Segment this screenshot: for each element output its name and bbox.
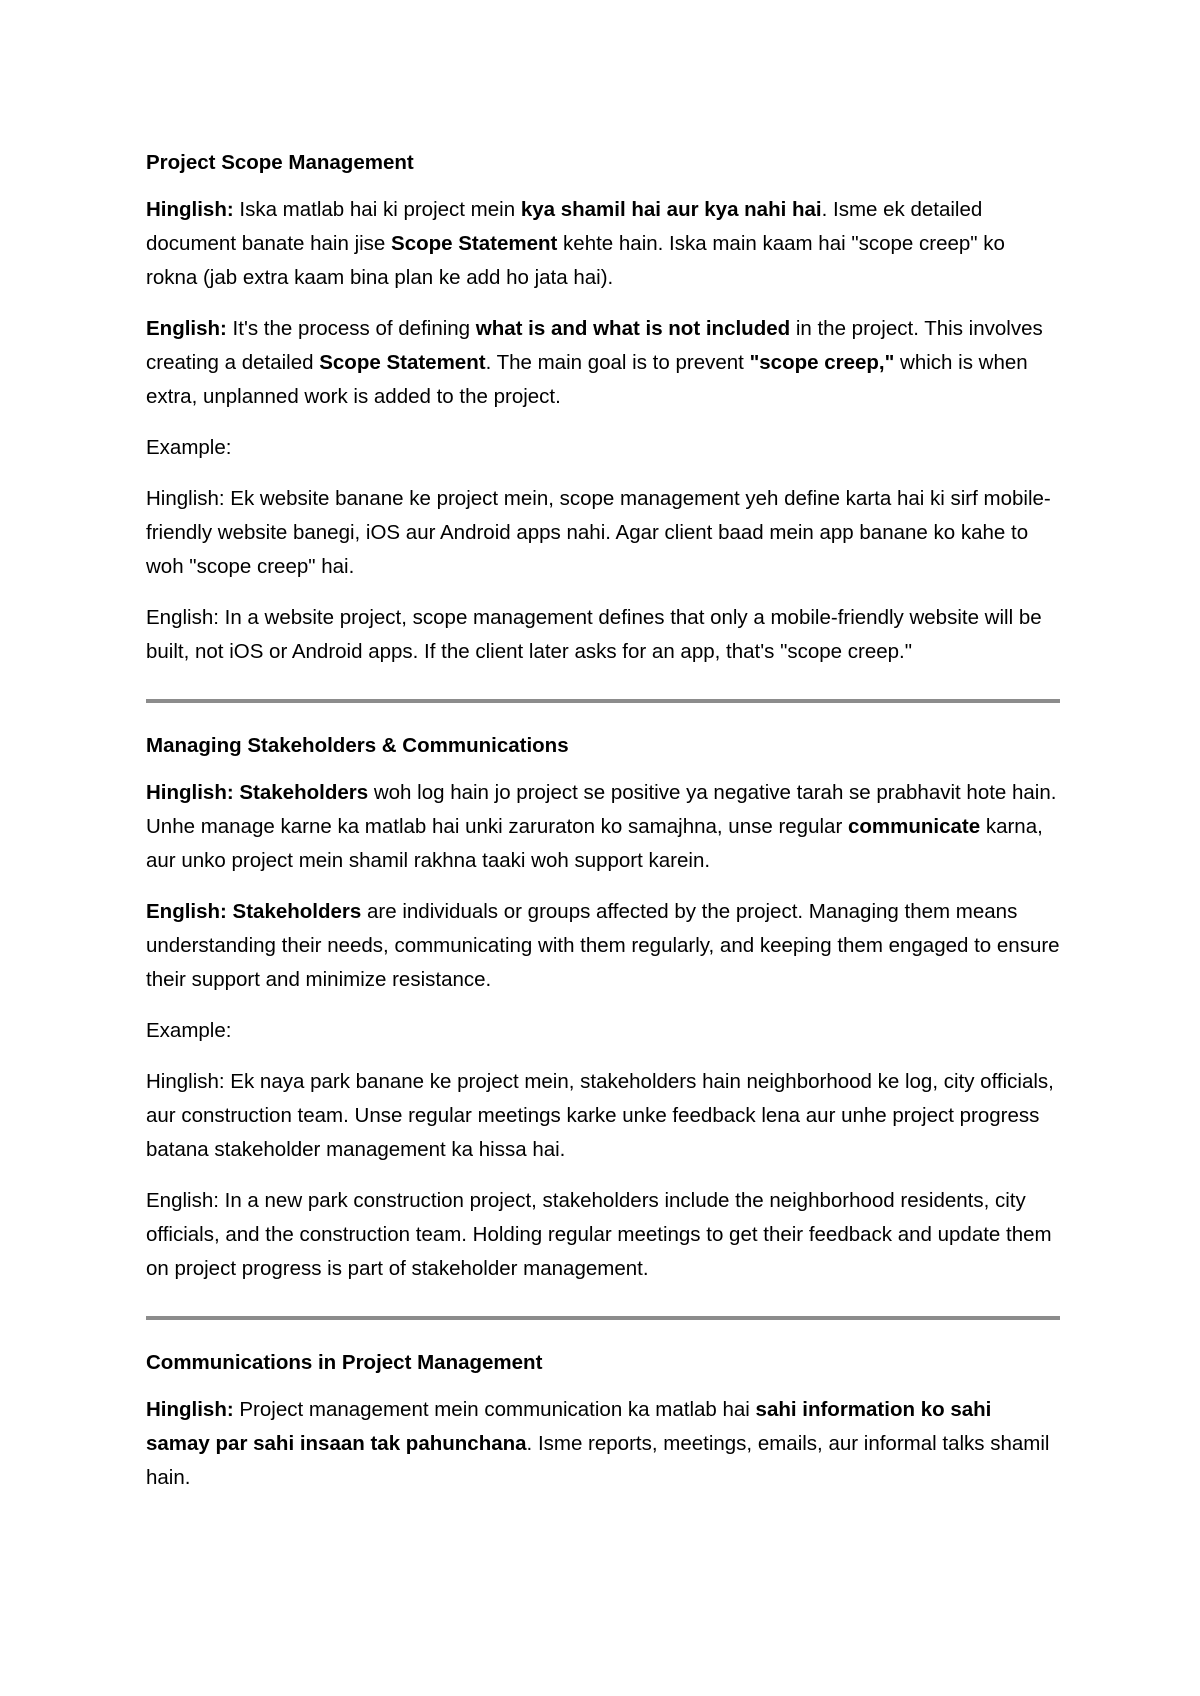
text-run: . Isme reports, meetings, emails, aur informal talks shamil hain.: [146, 1432, 1050, 1489]
example-hinglish: Hinglish: Ek website banane ke project mein, scope management yeh define karta hai ki sirf mobile-friendly website banegi, iOS aur Android apps nahi. Agar client baad mein app banane ko kahe to woh "scope creep" hai.: [146, 487, 1051, 578]
text-run: It's the process of defining: [226, 317, 476, 340]
english-label: English:: [146, 317, 227, 340]
hinglish-paragraph: [146, 193, 1060, 295]
text-run: are individuals or groups affected by the project. Managing them means understanding their needs, communicating with them regularly, and keeping them engaged to ensure their support and minimize resistance.: [146, 900, 1060, 991]
english-paragraph: [146, 312, 1060, 414]
hinglish-label: Hinglish:: [146, 1398, 234, 1421]
text-run: which is when extra, unplanned work is added to the project.: [146, 351, 1028, 408]
text-run: kehte hain. Iska main kaam hai "scope creep" ko rokna (jab extra kaam bina plan ke add ho jata hai).: [146, 232, 1005, 289]
text-run: karna, aur unko project mein shamil rakhna taaki woh support karein.: [146, 815, 1043, 872]
section-title: Communications in Project Management: [146, 1351, 543, 1374]
text-run: woh log hain jo project se positive ya negative tarah se prabhavit hote hain. Unhe manage karne ka matlab hai unki zaruraton ko samajhna, unse regular: [146, 781, 1057, 838]
english-paragraph: [146, 895, 1060, 997]
section-title: Managing Stakeholders & Communications: [146, 734, 569, 757]
bold-run: Stakeholders: [226, 900, 362, 923]
bold-run: Stakeholders: [233, 781, 369, 804]
bold-run: Scope Statement: [319, 351, 486, 374]
hinglish-paragraph: [146, 1393, 1060, 1495]
section-divider: [146, 1316, 1060, 1320]
bold-run: what is and what is not included: [475, 317, 791, 340]
example-label: Example:: [146, 1019, 232, 1042]
text-run: . Isme ek detailed document banate hain jise: [146, 198, 983, 255]
hinglish-label: Hinglish:: [146, 198, 234, 221]
bold-run: Scope Statement: [391, 232, 558, 255]
bold-run: communicate: [847, 815, 981, 838]
hinglish-label: Hinglish:: [146, 781, 234, 804]
bold-run: sahi information ko sahi samay par sahi insaan tak pahunchana: [146, 1398, 992, 1455]
example-english: English: In a new park construction project, stakeholders include the neighborhood residents, city officials, and the construction team. Holding regular meetings to get their feedback and update them on project progress is part of stakeholder management.: [146, 1189, 1052, 1280]
example-hinglish: Hinglish: Ek naya park banane ke project mein, stakeholders hain neighborhood ke log, city officials, aur construction team. Unse regular meetings karke unke feedback lena aur unhe project progress batana stakeholder management ka hissa hai.: [146, 1070, 1054, 1161]
section-divider: [146, 699, 1060, 703]
bold-run: "scope creep,": [749, 351, 895, 374]
example-label: Example:: [146, 436, 232, 459]
bold-run: kya shamil hai aur kya nahi hai: [520, 198, 822, 221]
hinglish-paragraph: [146, 776, 1060, 878]
example-english: English: In a website project, scope management defines that only a mobile-friendly website will be built, not iOS or Android apps. If the client later asks for an app, that's "scope creep.": [146, 606, 1042, 663]
section-project-scope: [146, 146, 1060, 669]
section-stakeholders: [146, 729, 1060, 1286]
text-run: Iska matlab hai ki project mein: [233, 198, 521, 221]
text-run: Project management mein communication ka matlab hai: [233, 1398, 756, 1421]
section-communications: [146, 1346, 1060, 1495]
section-title: Project Scope Management: [146, 151, 414, 174]
english-label: English:: [146, 900, 227, 923]
text-run: . The main goal is to prevent: [485, 351, 750, 374]
text-run: in the project. This involves creating a detailed: [146, 317, 1043, 374]
